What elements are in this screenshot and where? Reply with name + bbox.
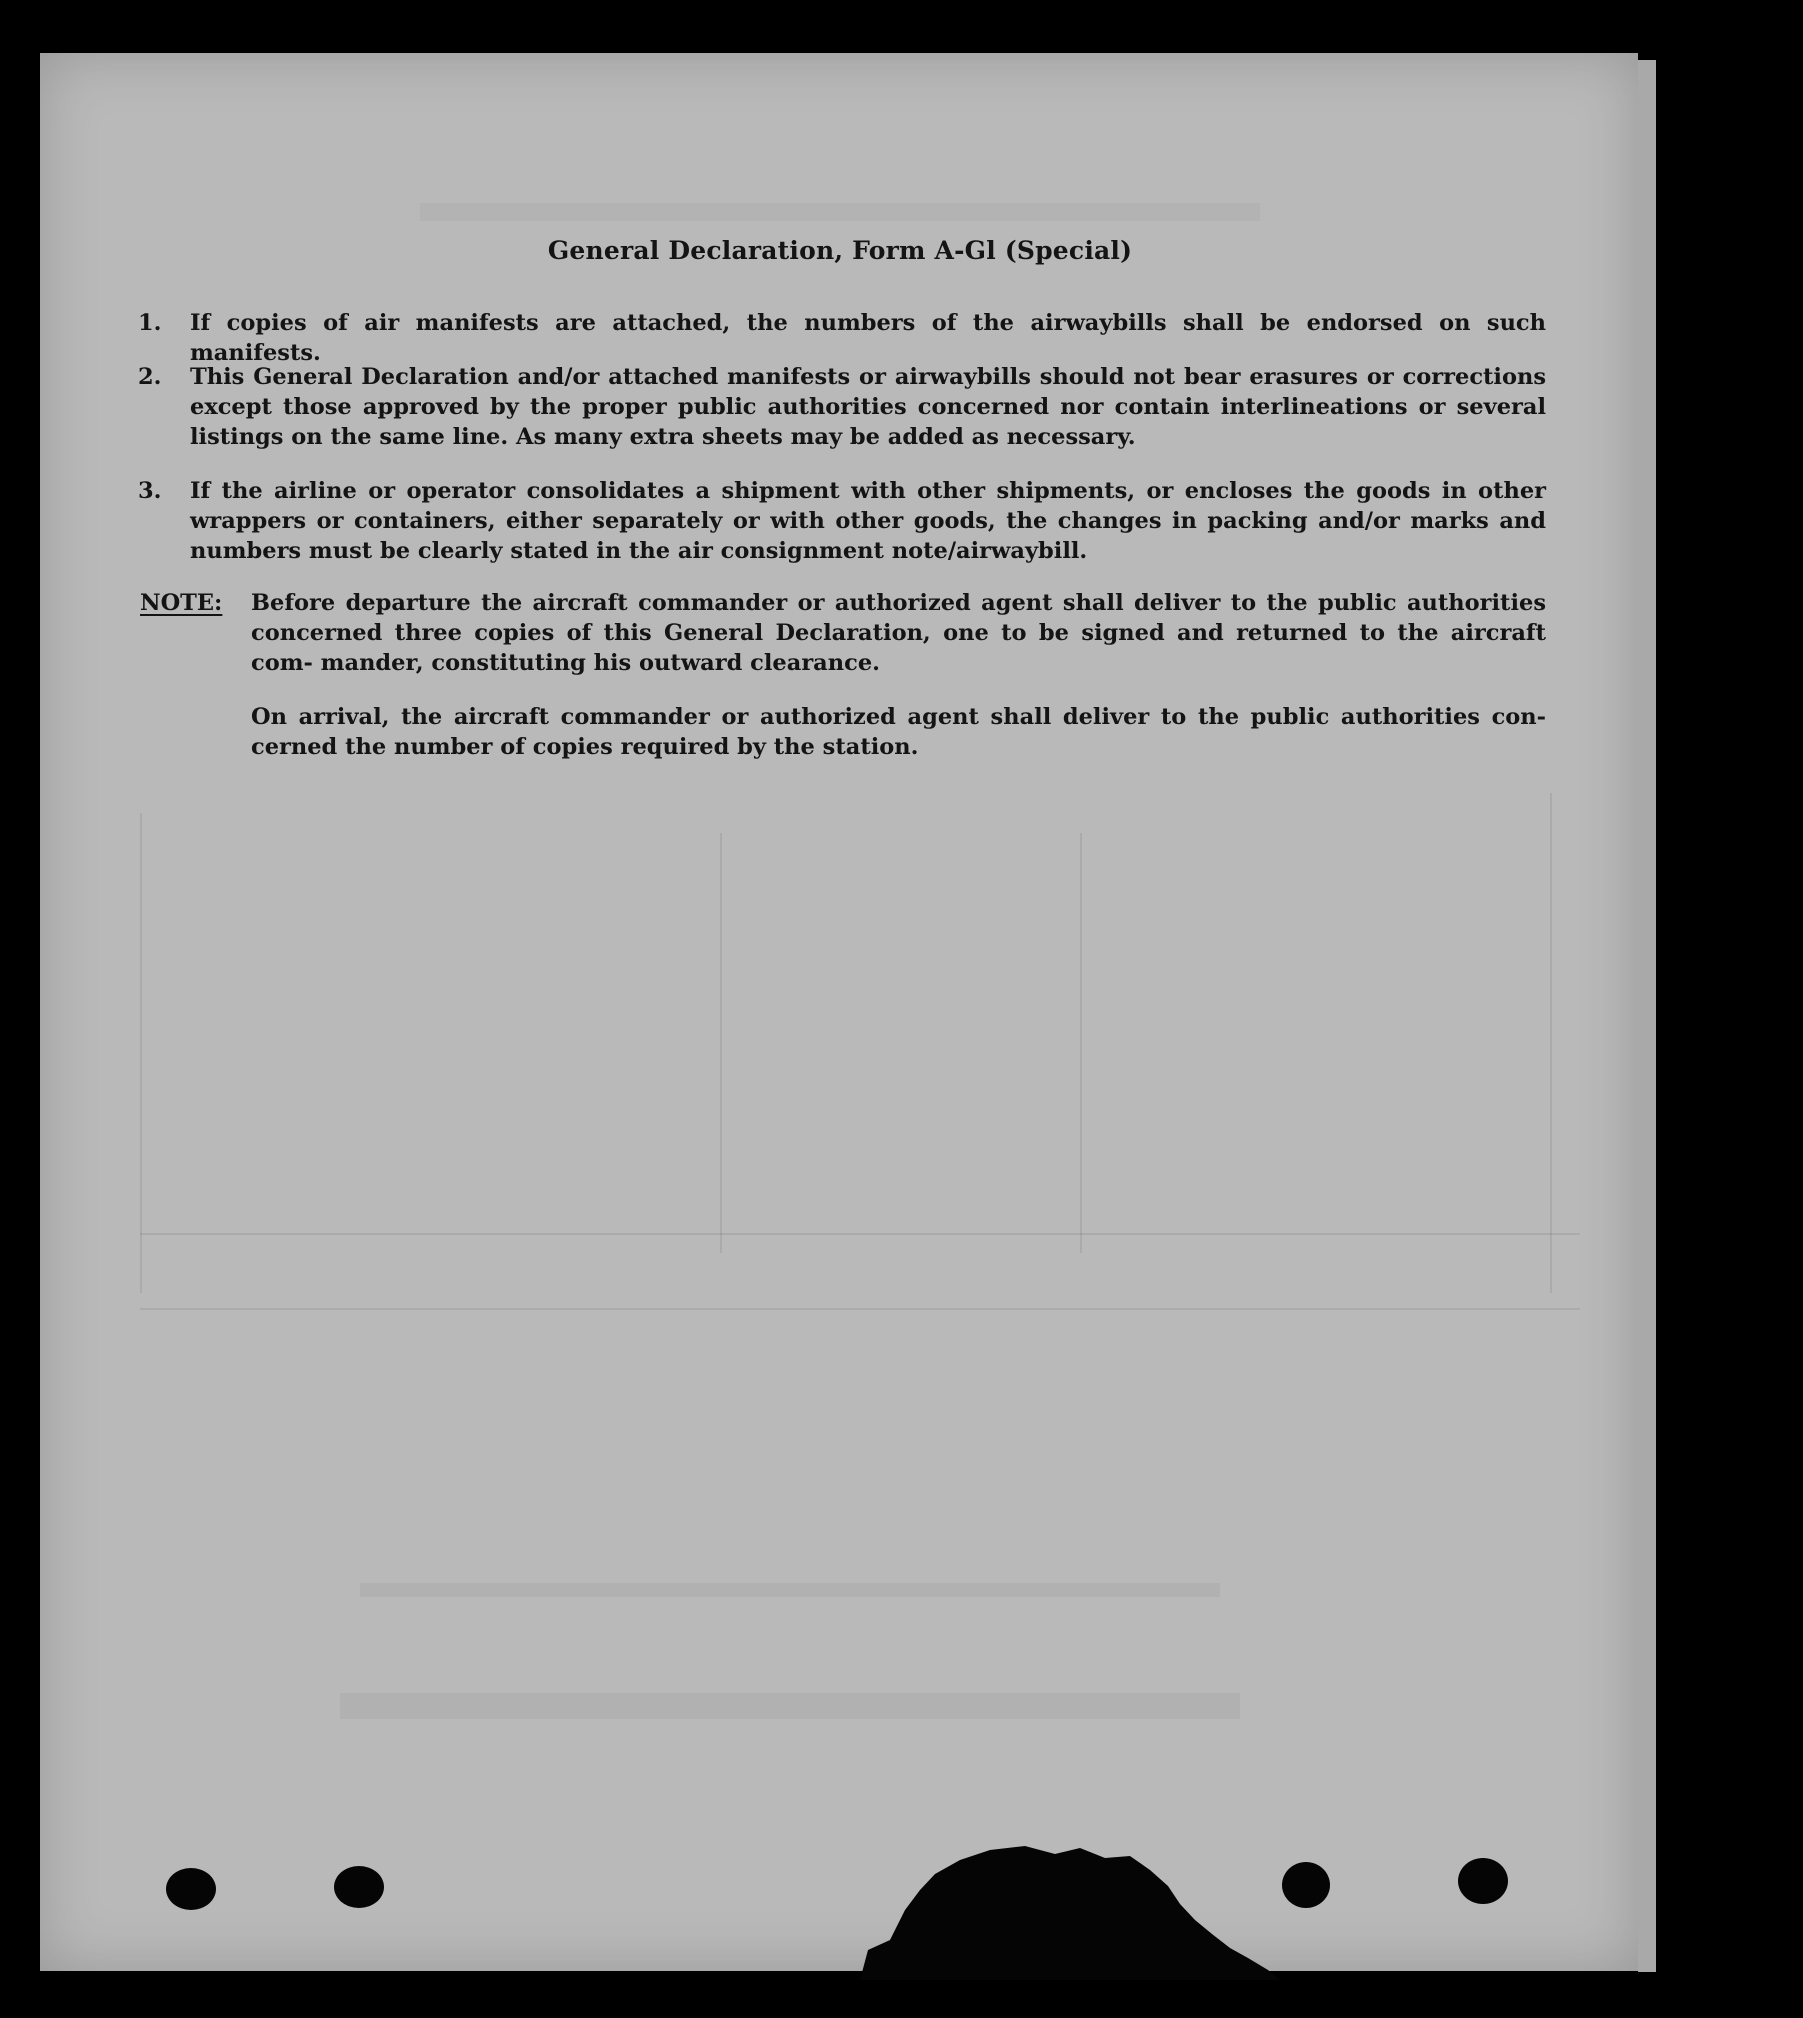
item-text: If copies of air manifests are attached, the numbers of the airwaybills shall be endorsed on such manifests.: [190, 310, 1546, 366]
punch-hole: [334, 1866, 384, 1908]
note-paragraph-1: Before departure the aircraft commander or authorized agent shall deliver to the public authorities concerned three copies of this General Declaration, one to be signed and returned to the aircraft com- mander, constituting his outward clearance.: [251, 590, 1546, 676]
punch-hole: [166, 1868, 216, 1910]
item-number: 2.: [138, 364, 162, 390]
item-text: This General Declaration and/or attached manifests or airwaybills should not bear erasures or corrections except those approved by the proper public authorities concerned nor contain interlineations or several listings on the same line. As many extra sheets may be added as necessary.: [190, 364, 1546, 450]
note-paragraph-2: On arrival, the aircraft commander or authorized agent shall deliver to the public authorities con- cerned the number of copies required by the station.: [251, 704, 1546, 760]
note-label: NOTE:: [140, 590, 223, 616]
document-title: General Declaration, Form A-Gl (Special): [547, 236, 1133, 265]
item-number: 3.: [138, 478, 162, 504]
punch-hole: [1458, 1858, 1508, 1904]
item-text: If the airline or operator consolidates a shipment with other shipments, or encloses the goods in other wrappers or containers, either separately or with other goods, the changes in packing and/or marks and numbers must be clearly stated in the air consignment note/airwaybill.: [190, 478, 1546, 564]
torn-edge-damage: [850, 1830, 1310, 1980]
item-number: 1.: [138, 310, 162, 336]
